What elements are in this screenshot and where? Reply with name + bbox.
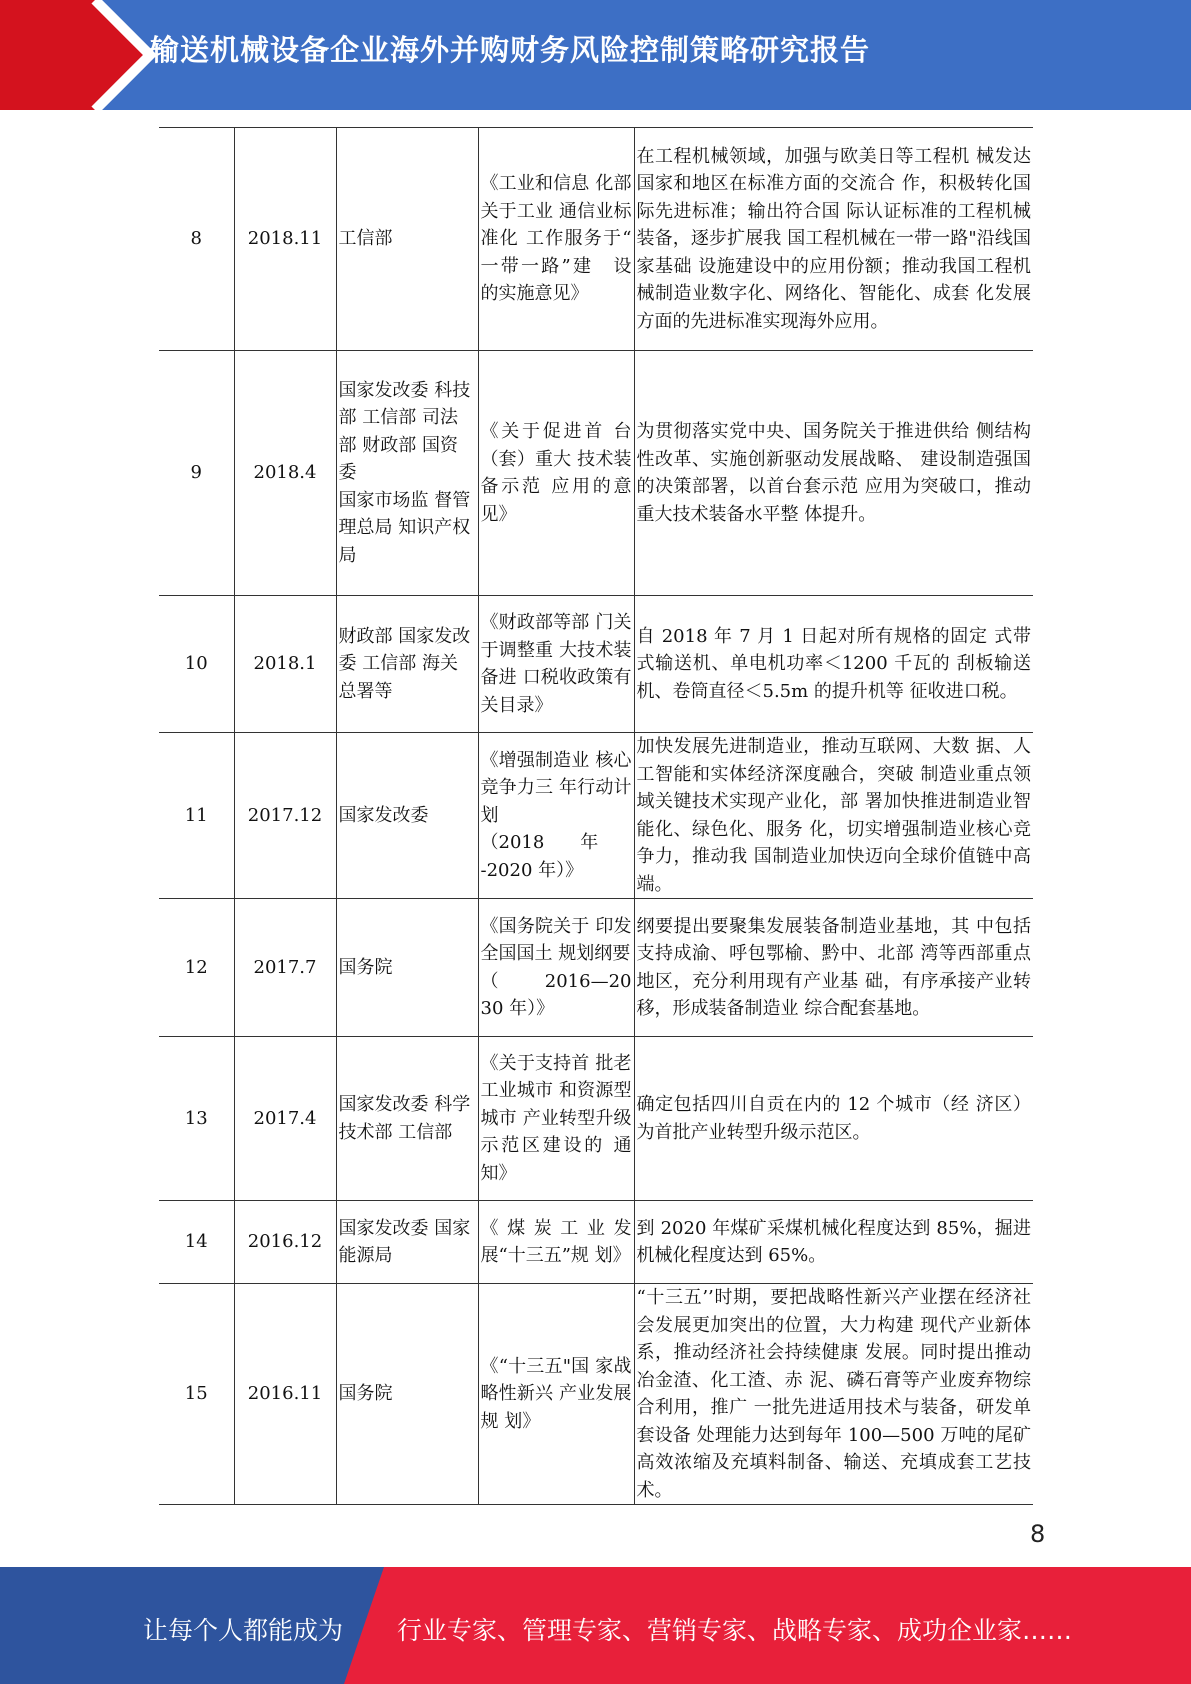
row-content: 到 2020 年煤矿采煤机械化程度达到 85%，掘进机械化程度达到 65%。 [634, 1201, 1033, 1284]
row-department: 国家发改委 科学技术部 工信部 [336, 1037, 478, 1201]
row-department: 财政部 国家发改委 工信部 海关总署等 [336, 596, 478, 733]
row-date: 2016.12 [234, 1201, 336, 1284]
row-date: 2017.4 [234, 1037, 336, 1201]
row-document: 《财政部等部 门关于调整重 大技术装备进 口税收政策有 关目录》 [478, 596, 634, 733]
row-document: 《工业和信息 化部关于工业 通信业标准化 工作服务于“ 一带一路”建 设的实施意见》 [478, 128, 634, 351]
page-number: 8 [1030, 1520, 1046, 1548]
table-row [159, 596, 1033, 733]
row-content: 在工程机械领域，加强与欧美日等工程机 械发达国家和地区在标准方面的交流合 作，积极转化国际先进标准；输出符合国 际认证标准的工程机械装备，逐步扩展我 国工程机械在一带一路"沿线国家基础 设施建设中的应用份额；推动我国工程机 械制造业数字化、网络化、智能化、成套 化发展方面的先进标准实现海外应用。 [634, 128, 1033, 351]
footer-slogan-left: 让每个人都能成为 [143, 1616, 344, 1645]
table-row [159, 128, 1033, 351]
row-document: 《煤炭工业发 展“十三五”规 划》 [478, 1201, 634, 1284]
table-row [159, 1201, 1033, 1284]
row-department: 国务院 [336, 899, 478, 1037]
row-number: 12 [159, 899, 234, 1037]
table-row [159, 899, 1033, 1037]
footer-banner [0, 1567, 1191, 1684]
table-row [159, 1284, 1033, 1505]
row-date: 2018.1 [234, 596, 336, 733]
row-number: 13 [159, 1037, 234, 1201]
table-row [159, 733, 1033, 899]
row-number: 14 [159, 1201, 234, 1284]
row-document: 《关于促进首 台（套）重大 技术装备示范 应用的意见》 [478, 351, 634, 596]
row-number: 15 [159, 1284, 234, 1505]
row-department: 国家发改委 国家能源局 [336, 1201, 478, 1284]
row-content: 自 2018 年 7 月 1 日起对所有规格的固定 式带式输送机、单电机功率＜1200 千瓦的 刮板输送机、卷筒直径＜5.5m 的提升机等 征收进口税。 [634, 596, 1033, 733]
row-content: 为贯彻落实党中央、国务院关于推进供给 侧结构性改革、实施创新驱动发展战略、 建设制造强国的决策部署，以首台套示范 应用为突破口，推动重大技术装备水平整 体提升。 [634, 351, 1033, 596]
row-number: 9 [159, 351, 234, 596]
row-department: 工信部 [336, 128, 478, 351]
row-number: 8 [159, 128, 234, 351]
header-title: 输送机械设备企业海外并购财务风险控制策略研究报告 [150, 33, 871, 67]
row-document: 《国务院关于 印发全国国土 规划纲要 （ 2016—2030 年）》 [478, 899, 634, 1037]
row-document: 《增强制造业 核心竞争力三 年行动计划 （2018 年 -2020 年）》 [478, 733, 634, 899]
header-banner [0, 0, 1191, 110]
row-content: 加快发展先进制造业，推动互联网、大数 据、人工智能和实体经济深度融合，突破 制造业重点领域关键技术实现产业化，部 署加快推进制造业智能化、绿色化、服务 化，切实增强制造业核心竞争力，推动我 国制造业加快迈向全球价值链中高端。 [634, 733, 1033, 899]
table-row [159, 1037, 1033, 1201]
row-content: 确定包括四川自贡在内的 12 个城市（经 济区）为首批产业转型升级示范区。 [634, 1037, 1033, 1201]
table-row [159, 351, 1033, 596]
row-department: 国家发改委 [336, 733, 478, 899]
row-date: 2017.7 [234, 899, 336, 1037]
row-department: 国务院 [336, 1284, 478, 1505]
row-content: “十三五’’时期，要把战略性新兴产业摆在经济社会发展更加突出的位置，大力构建 现代产业新体系，推动经济社会持续健康 发展。同时提出推动冶金渣、化工渣、赤 泥、磷石膏等产业废弃物综合利用，推广 一批先进适用技术与装备，研发单套设备 处理能力达到每年 100—500 万吨的尾矿 高效浓缩及充填料制备、输送、充填成套工艺技术。 [634, 1284, 1033, 1505]
row-document: 《关于支持首 批老工业城市 和资源型城市 产业转型升级 示范区建设的 通知》 [478, 1037, 634, 1201]
row-date: 2018.4 [234, 351, 336, 596]
row-content: 纲要提出要聚集发展装备制造业基地，其 中包括支持成渝、呼包鄂榆、黔中、北部 湾等西部重点地区，充分利用现有产业基 础，有序承接产业转移，形成装备制造业 综合配套基地。 [634, 899, 1033, 1037]
row-document: 《“十三五"国 家战略性新兴 产业发展规 划》 [478, 1284, 634, 1505]
row-date: 2017.12 [234, 733, 336, 899]
row-number: 10 [159, 596, 234, 733]
footer-slogan-right: 行业专家、管理专家、营销专家、战略专家、成功企业家…… [397, 1616, 1073, 1645]
row-date: 2018.11 [234, 128, 336, 351]
row-department: 国家发改委 科技部 工信部 司法部 财政部 国资委 国家市场监 督管理总局 知识产权局 [336, 351, 478, 596]
row-number: 11 [159, 733, 234, 899]
row-date: 2016.11 [234, 1284, 336, 1505]
policy-table [159, 127, 1033, 1505]
